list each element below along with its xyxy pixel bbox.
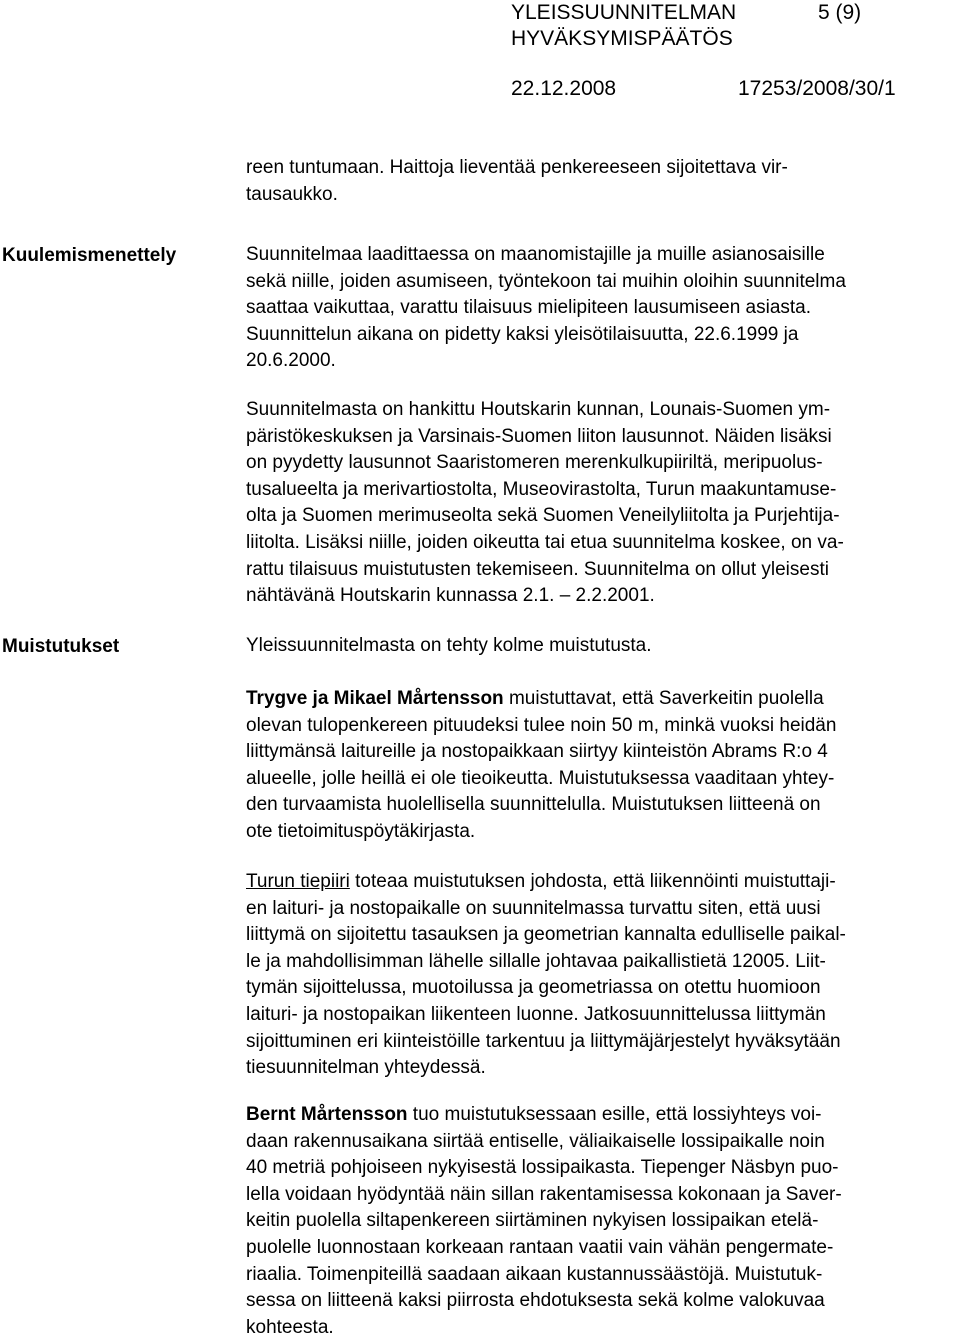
muistutukset-intro (246, 633, 960, 660)
text-line: tusalueelta ja merivartiostolta, Museovirastolta, Turun maakuntamuse- (246, 478, 837, 500)
section-heading-muistutukset: Muistutukset (2, 636, 120, 657)
text-line: kohteesta. (246, 1316, 334, 1338)
text-line: en laituri- ja nostopaikalle on suunnitelmassa turvattu siten, että uusi (246, 897, 821, 919)
text-line: tiesuunnitelman yhteydessä. (246, 1057, 486, 1079)
text-line: on pyydetty lausunnot Saaristomeren merenkulkupiiriltä, meripuolus- (246, 452, 823, 474)
muistutus-bernt (246, 1102, 960, 1341)
text-line: riaalia. Toimenpiteillä saadaan aikaan kustannussäästöjä. Muistutuk- (246, 1263, 823, 1285)
text-line: liitolta. Lisäksi niille, joiden oikeutta tai etua suunnitelma koskee, on va- (246, 531, 844, 553)
text-line: Yleissuunnitelmasta on tehty kolme muistutusta. (246, 635, 652, 656)
text-line: saattaa vaikuttaa, varattu tilaisuus mielipiteen lausumiseen asiasta. (246, 297, 812, 319)
muistutus-trygve-mikael (246, 686, 960, 846)
text-line: nähtävänä Houtskarin kunnassa 2.1. – 2.2.2001. (246, 585, 655, 607)
text-line: reen tuntumaan. Haittoja lieventää penkereeseen sijoitettava vir- (246, 157, 788, 178)
text-line: olevan tulopenkereen pituudeksi tulee noin 50 m, minkä vuoksi heidän (246, 714, 837, 736)
kuulemismenettely-paragraph-2 (246, 397, 960, 610)
text-line: Suunnitelmasta on hankittu Houtskarin kunnan, Lounais-Suomen ym- (246, 399, 831, 420)
text-line: 20.6.2000. (246, 350, 336, 372)
muistutus-turun-tiepiiri-response (246, 869, 960, 1082)
text-line: keitin puolella siltapenkereen siirtäminen nykyisen lossipaikan etelä- (246, 1210, 819, 1232)
document-title-line-1: YLEISSUUNNITELMAN (511, 1, 737, 24)
responder-name: Turun tiepiiri (246, 871, 350, 892)
text-line: tymän sijoittelussa, muotoilussa ja geometriassa on otettu huomioon (246, 977, 821, 999)
text-line: sekä niille, joiden asumiseen, työntekoon tai muihin oloihin suunnitelma (246, 270, 846, 292)
document-title-line-2: HYVÄKSYMISPÄÄTÖS (511, 27, 733, 50)
text-line: den turvaamista huolellisella suunnittelulla. Muistutuksen liitteenä on (246, 794, 821, 816)
text-line: Suunnittelun aikana on pidetty kaksi yleisötilaisuutta, 22.6.1999 ja (246, 323, 799, 345)
text-line: Trygve ja Mikael Mårtensson muistuttavat, että Saverkeitin puolella (246, 688, 824, 709)
claimant-name: Bernt Mårtensson (246, 1104, 408, 1125)
text-line: alueelle, jolle heillä ei ole tieoikeutta. Muistutuksessa vaaditaan yhtey- (246, 767, 835, 789)
text-line: le ja mahdollisimman lähelle sillalle johtavaa paikallistietä 12005. Liit- (246, 950, 826, 972)
page-number: 5 (9) (818, 1, 862, 24)
text-line: laituri- ja nostopaikan liikenteen luonne. Jatkosuunnittelussa liittymän (246, 1003, 826, 1025)
text-line: olta ja Suomen merimuseolta sekä Suomen Veneilyliitolta ja Purjehtija- (246, 505, 840, 527)
text-line: ote tietoimituspöytäkirjasta. (246, 820, 476, 842)
text-line: puolelle luonnostaan korkeaan rantaan vaatii vain vähän pengermate- (246, 1236, 834, 1258)
text-line: lella voidaan hyödyntää näin sillan rakentamisessa kokonaan ja Saver- (246, 1183, 842, 1205)
text-line: sijoittuminen eri kiinteistöille tarkentuu ja liittymäjärjestelyt hyväksytään (246, 1030, 841, 1052)
document-date: 22.12.2008 (511, 77, 617, 100)
text-line: 40 metriä pohjoiseen nykyisestä lossipaikasta. Tiepenger Näsbyn puo- (246, 1157, 839, 1179)
text-line: daan rakennusaikana siirtää entiselle, väliaikaiselle lossipaikalle noin (246, 1130, 825, 1152)
text-line: liittymä on sijoitettu tasauksen ja geometrian kannalta edulliselle paikal- (246, 924, 846, 946)
text-line: tausaukko. (246, 183, 338, 205)
text-line: liittymänsä laitureille ja nostopaikkaan siirtyy kiinteistön Abrams R:o 4 (246, 741, 828, 763)
continuation-paragraph (246, 155, 960, 208)
text-line: rattu tilaisuus muistutusten tekemiseen. Suunnitelma on ollut yleisesti (246, 558, 829, 580)
text-line: Turun tiepiiri toteaa muistutuksen johdosta, että liikennöinti muistuttaji- (246, 871, 836, 892)
text-line: Suunnitelmaa laadittaessa on maanomistajille ja muille asianosaisille (246, 244, 825, 265)
text-line: Bernt Mårtensson tuo muistutuksessaan esille, että lossiyhteys voi- (246, 1104, 822, 1125)
section-heading-kuulemismenettely: Kuulemismenettely (2, 245, 177, 266)
text-line: päristökeskuksen ja Varsinais-Suomen liiton lausunnot. Näiden lisäksi (246, 425, 832, 447)
text-line: sessa on liitteenä kaksi piirrosta ehdotuksesta sekä kolme valokuvaa (246, 1290, 825, 1312)
kuulemismenettely-paragraph-1 (246, 242, 960, 375)
claimant-name: Trygve ja Mikael Mårtensson (246, 688, 504, 709)
document-reference: 17253/2008/30/1 (738, 77, 896, 100)
